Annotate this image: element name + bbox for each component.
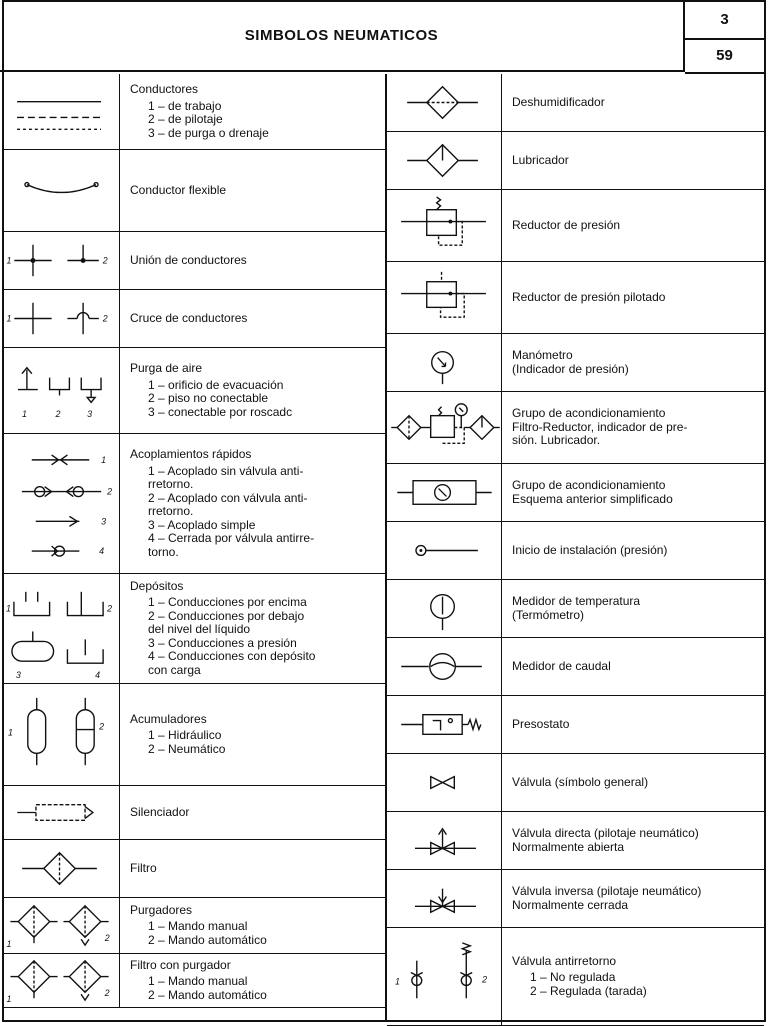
svg-text:2: 2 (482, 974, 488, 985)
symbol-title: Reductor de presión (512, 217, 621, 232)
symbol-description (502, 522, 764, 579)
symbol-variant: 4 – Conducciones con depósito con carga (148, 649, 316, 677)
symbol-row-silenciador (2, 786, 385, 840)
symbol-row-grupo2 (387, 464, 764, 522)
symbol-title: Reductor de presión pilotado (512, 289, 666, 304)
symbol-title: Grupo de acondicionamiento Esquema anterior simplificado (512, 478, 673, 506)
symbol-variant: 1 – orificio de evacuación (148, 377, 284, 392)
symbol-variant: 1 – No regulada (530, 970, 616, 985)
symbol-variant: 2 – piso no conectable (148, 391, 269, 405)
symbol-title: Depósitos (130, 578, 184, 593)
symbol-acoplamientos-icon (2, 434, 120, 573)
symbol-title: Válvula directa (pilotaje neumático) Normalmente abierta (512, 826, 699, 854)
svg-text:2: 2 (107, 486, 113, 497)
symbol-vdirecta-icon (387, 812, 502, 869)
page-number: 59 (685, 38, 764, 74)
symbol-title: Medidor de temperatura (Termómetro) (512, 594, 641, 622)
symbol-title: Válvula inversa (pilotaje neumático) Normalmente cerrada (512, 884, 702, 912)
svg-text:2: 2 (102, 313, 108, 324)
symbol-title: Manómetro (Indicador de presión) (512, 348, 629, 376)
symbol-title: Unión de conductores (130, 252, 247, 267)
symbol-variant-list (130, 975, 379, 1002)
svg-text:1: 1 (6, 994, 12, 1005)
symbol-variant: 3 – de purga o drenaje (148, 125, 269, 140)
symbol-variant: 1 – de trabajo (148, 98, 222, 113)
symbol-row-grupo1 (387, 392, 764, 464)
svg-text:4: 4 (95, 670, 101, 681)
symbol-description (502, 754, 764, 811)
symbol-variant: 1 – Mando manual (148, 919, 248, 934)
svg-text:2: 2 (104, 933, 110, 944)
symbol-description (120, 786, 385, 839)
symbol-variant-list (130, 465, 379, 560)
symbol-description (120, 74, 385, 149)
symbol-row-reductor (387, 190, 764, 262)
symbol-row-cruce (2, 290, 385, 348)
svg-text:3: 3 (15, 670, 21, 681)
symbol-conductores-icon (2, 74, 120, 149)
svg-text:2: 2 (99, 721, 105, 732)
symbol-purgadores-icon (2, 954, 120, 1007)
symbol-antirretorno-icon (387, 928, 502, 1025)
symbol-variant: 3 – Acoplado simple (148, 517, 256, 532)
symbol-description (502, 74, 764, 131)
symbol-title: Acoplamientos rápidos (130, 447, 252, 461)
symbol-description (502, 132, 764, 189)
symbol-variant-list (130, 379, 379, 420)
symbol-description (120, 898, 385, 953)
symbol-vinversa-icon (387, 870, 502, 927)
symbol-title: Filtro con purgador (130, 957, 231, 972)
symbol-silenciador-icon (2, 786, 120, 839)
symbol-description (120, 840, 385, 897)
symbol-description (120, 684, 385, 785)
svg-text:2: 2 (107, 603, 113, 614)
symbol-title: Válvula (símbolo general) (512, 774, 649, 789)
symbol-title: Deshumidificador (512, 94, 605, 109)
symbol-description (502, 190, 764, 261)
svg-text:1: 1 (395, 976, 400, 987)
symbol-variant: 1 – Acoplado sin válvula anti- rretorno. (148, 463, 304, 491)
symbol-row-union (2, 232, 385, 290)
symbol-variant: 3 – conectable por roscadc (148, 404, 293, 419)
symbol-row-deshumidificador (387, 74, 764, 132)
symbol-title: Grupo de acondicionamiento Filtro-Reductor, indicador de pre- sión. Lubricador. (512, 406, 688, 448)
symbol-row-acumuladores (2, 684, 385, 786)
symbol-variant-list (512, 971, 758, 998)
symbol-variant: 2 – Regulada (tarada) (530, 983, 647, 998)
symbol-title: Purga de aire (130, 361, 203, 375)
symbol-description (502, 812, 764, 869)
svg-text:2: 2 (55, 409, 61, 420)
symbol-variant: 1 – Mando manual (148, 974, 248, 989)
page-title: SIMBOLOS NEUMATICOS (0, 0, 685, 72)
symbol-caudal-icon (387, 638, 502, 695)
symbol-variant: 2 – Neumático (148, 741, 226, 756)
symbol-variant-list (130, 920, 379, 947)
header (0, 0, 764, 74)
symbol-description (502, 262, 764, 333)
symbol-row-depositos (2, 574, 385, 684)
symbol-grupo1-icon (387, 392, 502, 463)
svg-text:1: 1 (8, 727, 13, 738)
symbol-row-presostato (387, 696, 764, 754)
symbol-title: Conductor flexible (130, 182, 227, 197)
symbol-manometro-icon (387, 334, 502, 391)
symbol-description (502, 464, 764, 521)
symbol-description (120, 290, 385, 347)
symbol-description (502, 870, 764, 927)
symbol-lubric-icon (387, 132, 502, 189)
symbol-purgadores-icon (2, 898, 120, 953)
symbol-title: Presostato (512, 716, 570, 731)
symbol-title: Lubricador (512, 152, 569, 167)
symbol-row-filtro (2, 840, 385, 898)
symbol-description (502, 580, 764, 637)
symbol-row-lubricador (387, 132, 764, 190)
page-number-section: 3 (685, 0, 764, 40)
symbol-variant-list (130, 100, 379, 141)
svg-text:1: 1 (6, 255, 12, 266)
symbol-description (120, 150, 385, 231)
symbol-variant: 1 – Conducciones por encima (148, 595, 307, 610)
symbol-cruce-icon (2, 290, 120, 347)
svg-text:1: 1 (21, 409, 27, 420)
symbol-variant: 2 – Mando automático (148, 987, 267, 1002)
symbol-grupo2-icon (387, 464, 502, 521)
symbol-title: Silenciador (130, 804, 190, 819)
svg-text:2: 2 (104, 988, 110, 999)
symbol-variant: 2 – Acoplado con válvula anti- rretorno. (148, 490, 308, 518)
symbol-purga-icon (2, 348, 120, 433)
symbol-row-purga (2, 348, 385, 434)
symbol-row-valvula-inversa (387, 870, 764, 928)
symbol-valvula-icon (387, 754, 502, 811)
symbol-presostato-icon (387, 696, 502, 753)
symbol-reductor-icon (387, 190, 502, 261)
symbol-union-icon (2, 232, 120, 289)
symbol-row-inicio (387, 522, 764, 580)
symbol-row-purgadores (2, 898, 385, 954)
symbol-acumuladores-icon (2, 684, 120, 785)
symbol-row-temperatura (387, 580, 764, 638)
symbol-row-filtro-purgador (2, 954, 385, 1008)
symbol-description (502, 928, 764, 1025)
symbol-inicio-icon (387, 522, 502, 579)
symbol-filtro-icon (2, 840, 120, 897)
symbol-title: Inicio de instalación (presión) (512, 542, 668, 557)
symbol-variant: 2 – de pilotaje (148, 112, 223, 126)
symbol-variant-list (130, 729, 379, 756)
symbol-description (502, 392, 764, 463)
symbol-row-manometro (387, 334, 764, 392)
symbol-row-valvula-directa (387, 812, 764, 870)
symbol-row-conductor-flexible (2, 150, 385, 232)
svg-text:3: 3 (87, 409, 93, 420)
svg-text:4: 4 (99, 546, 105, 557)
symbol-depositos-icon (2, 574, 120, 683)
symbol-description (120, 348, 385, 433)
symbol-termo-icon (387, 580, 502, 637)
symbol-flexible-icon (2, 150, 120, 231)
symbol-variant: 1 – Hidráulico (148, 728, 222, 743)
symbol-row-acoplamientos (2, 434, 385, 574)
svg-text:2: 2 (102, 255, 108, 266)
symbol-title: Cruce de conductores (130, 310, 248, 325)
symbol-description (120, 232, 385, 289)
symbol-description (120, 574, 385, 683)
symbol-reductor2-icon (387, 262, 502, 333)
symbol-title: Filtro (130, 860, 157, 875)
symbol-row-conductores (2, 74, 385, 150)
symbol-description (502, 334, 764, 391)
symbol-variant: 2 – Mando automático (148, 932, 267, 947)
symbol-title: Medidor de caudal (512, 658, 611, 673)
svg-text:1: 1 (6, 939, 12, 950)
symbol-row-valvula (387, 754, 764, 812)
symbol-row-antirretorno (387, 928, 764, 1026)
symbol-variant: 3 – Conducciones a presión (148, 635, 297, 650)
symbol-title: Purgadores (130, 902, 193, 917)
symbol-title: Conductores (130, 82, 199, 96)
svg-text:3: 3 (101, 516, 107, 527)
symbol-row-reductor-pilotado (387, 262, 764, 334)
symbol-variant-list (130, 596, 379, 677)
symbol-deshum-icon (387, 74, 502, 131)
symbol-description (502, 696, 764, 753)
symbol-row-caudal (387, 638, 764, 696)
symbol-description (502, 638, 764, 695)
symbol-title: Válvula antirretorno (512, 953, 617, 968)
svg-text:1: 1 (6, 313, 12, 324)
svg-text:1: 1 (101, 454, 107, 465)
symbol-description (120, 954, 385, 1007)
symbol-variant: 2 – Conducciones por debajo del nivel del líquido (148, 608, 305, 637)
symbol-title: Acumuladores (130, 711, 207, 726)
symbol-variant: 4 – Cerrada por válvula antirre- torno. (148, 531, 315, 559)
svg-text:1: 1 (6, 603, 11, 614)
symbol-description (120, 434, 385, 573)
